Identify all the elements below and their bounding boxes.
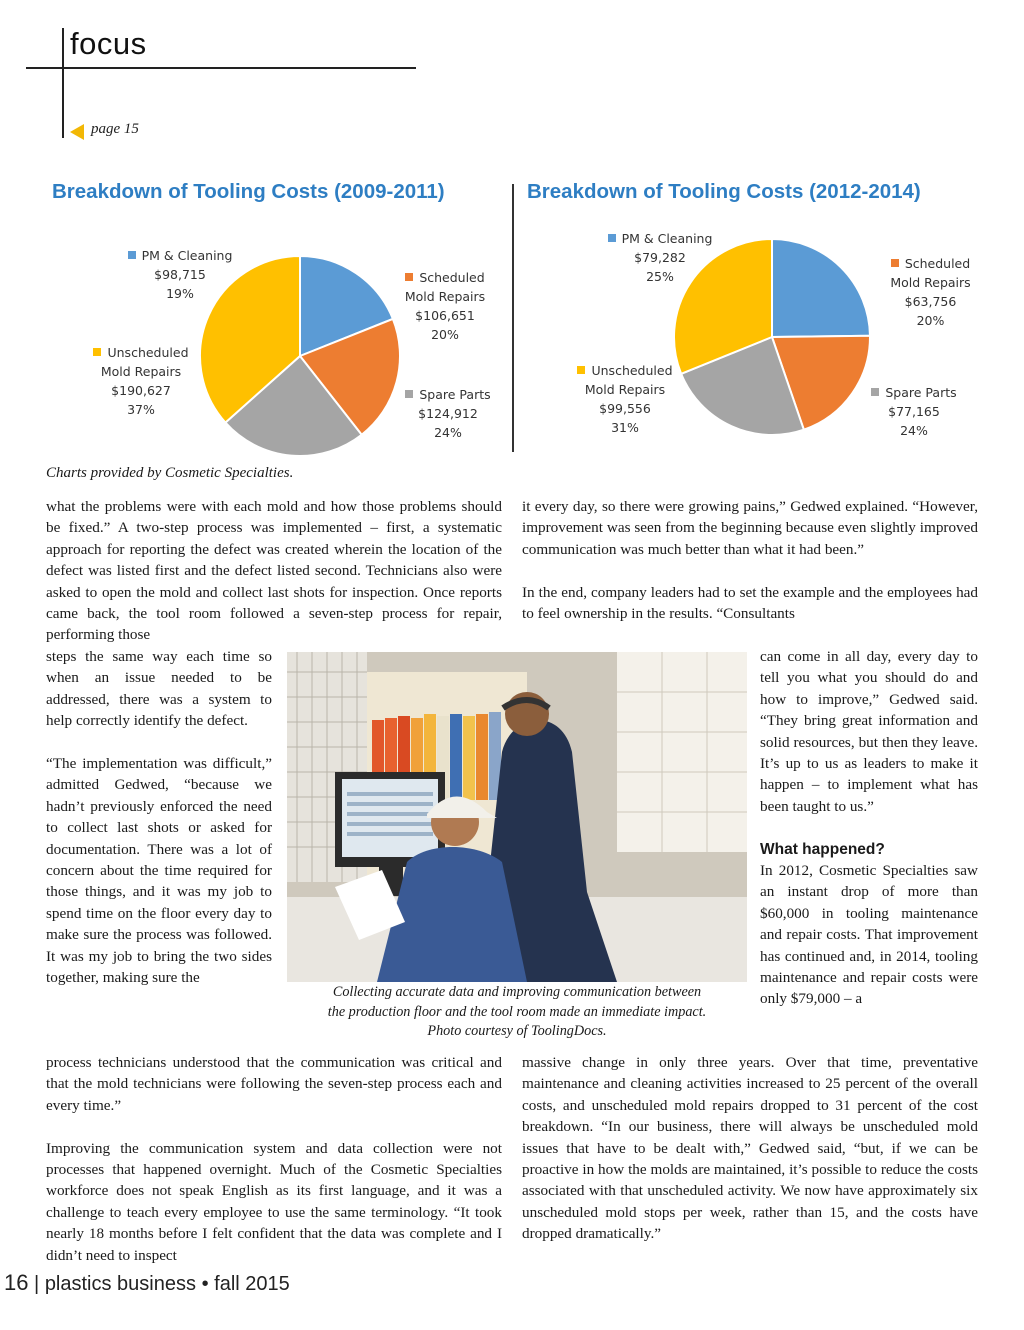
left-column-wrap [46,646,272,988]
page-number: 16 [4,1270,29,1295]
section-title: focus [70,26,147,61]
subheading: What happened? [760,840,885,858]
issue-date: fall 2015 [214,1273,290,1295]
chart-2-label-scheduled: Scheduled Mold Repairs $63,756 20% [890,256,971,328]
back-arrow-icon[interactable] [70,124,84,140]
unscheduled-swatch-icon [577,366,585,374]
chart-1-label-scheduled: Scheduled Mold Repairs $106,651 20% [404,270,486,342]
photo-caption: Collecting accurate data and improving communication between the production floor and the tool room made an immediate impact. Photo courtesy of ToolingDocs. [327,984,707,1039]
unscheduled-swatch-icon [93,348,101,356]
pm-swatch-icon [128,251,136,259]
paragraph: massive change in only three years. Over that time, preventative maintenance and cleaning activities increased to 25 percent of the overall costs, and unscheduled mold repairs dropped to 31 percent of the cost breakdown. “In our business, there will always be unscheduled mold issues that have to be dealt with,” Gedwed said, “but, if we can be proactive in how the molds are maintained, it’s possible to reduce the costs associated with that unscheduled activity. We now have approximately six unscheduled mold stops per week, rather than 15, and the costs have dropped dramatically.” [522,1054,978,1243]
chart-2-label-unscheduled: Unscheduled Mold Repairs $99,556 31% [560,361,690,437]
chart-2-label-pm: PM & Cleaning $79,282 25% [570,229,750,286]
chart-credit: Charts provided by Cosmetic Specialties. [46,465,294,481]
page-reference[interactable]: page 15 [91,121,139,137]
header-vertical-rule [62,28,64,138]
chart-1-title: Breakdown of Tooling Costs (2009-2011) [52,180,445,203]
left-column-top [46,496,502,646]
paragraph: In 2012, Cosmetic Specialties saw an instant drop of more than $60,000 in tooling maintenance and repair costs. That improvement has continued and, in 2014, tooling maintenance and repair costs were only $79,000 – a [760,862,978,1008]
left-column-bottom [46,1052,502,1266]
bullet-icon: • [201,1273,209,1295]
chart-2-label-spare: Spare Parts $77,165 24% [858,383,970,440]
header-horizontal-rule [26,67,416,69]
photo-technicians-illustration [287,652,747,982]
right-column-top [522,496,978,624]
publication-name: plastics business [44,1273,196,1295]
paragraph: what the problems were with each mold and how those problems should be fixed.” A two-step process was implemented – first, a systematic approach for reporting the defect was created wherein the location of the defect was listed first and the defect listed second. Technicians also were asked to open the mold and collect last shots for inspection. Once reports came back, the tool room followed a seven-step process for repair, performing those [46,498,502,644]
photo [287,652,747,982]
scheduled-swatch-icon [891,259,899,267]
chart-divider [512,184,514,452]
spare-swatch-icon [871,388,879,396]
paragraph: can come in all day, every day to tell you what you should do and how to improve,” Gedwed said. “They bring great information and solid resources, but then they leave. It’s up to us as leaders to make it happen – to implement what has been taught to us.” [760,648,978,815]
spare-swatch-icon [405,390,413,398]
chart-2-title: Breakdown of Tooling Costs (2012-2014) [527,180,921,203]
right-column-wrap [760,646,978,1010]
chart-1-label-unscheduled: Unscheduled Mold Repairs $190,627 37% [76,343,206,419]
paragraph: “The implementation was difficult,” admitted Gedwed, “because we hadn’t previously enforced the need to collect last shots or asked for documentation. There was a lot of concern about the time required for those things, and it was my job to spend time on the floor every day to make sure the process was followed. It was my job to bring the two sides together, making sure the [46,755,272,987]
scheduled-swatch-icon [405,273,413,281]
footer-separator: | [34,1273,40,1295]
paragraph: it every day, so there were growing pains,” Gedwed explained. “However, improvement was seen from the beginning because even slightly improved communication was much better than what it had been.” [522,498,978,558]
pie-slice-pm-cleaning [772,239,870,337]
right-column-bottom [522,1052,978,1245]
chart-1-label-spare: Spare Parts $124,912 24% [388,385,508,442]
paragraph: Improving the communication system and data collection were not processes that happened overnight. Much of the Cosmetic Specialties workforce does not speak English as its first language, and it was a challenge to teach every employee to use the same terminology. “It took nearly 18 months before I felt confident that the data was complete and I didn’t need to inspect [46,1139,502,1264]
pm-swatch-icon [608,234,616,242]
footer [0,1270,290,1296]
paragraph: steps the same way each time so when an issue needed to be addressed, there was a system to help correctly identify the defect. [46,648,272,730]
paragraph: In the end, company leaders had to set the example and the employees had to feel ownership in the results. “Consultants [522,583,978,623]
chart-1-label-pm: PM & Cleaning $98,715 19% [90,246,270,303]
paragraph: process technicians understood that the communication was critical and that the mold technicians were following the seven-step process each and every time.” [46,1054,502,1114]
